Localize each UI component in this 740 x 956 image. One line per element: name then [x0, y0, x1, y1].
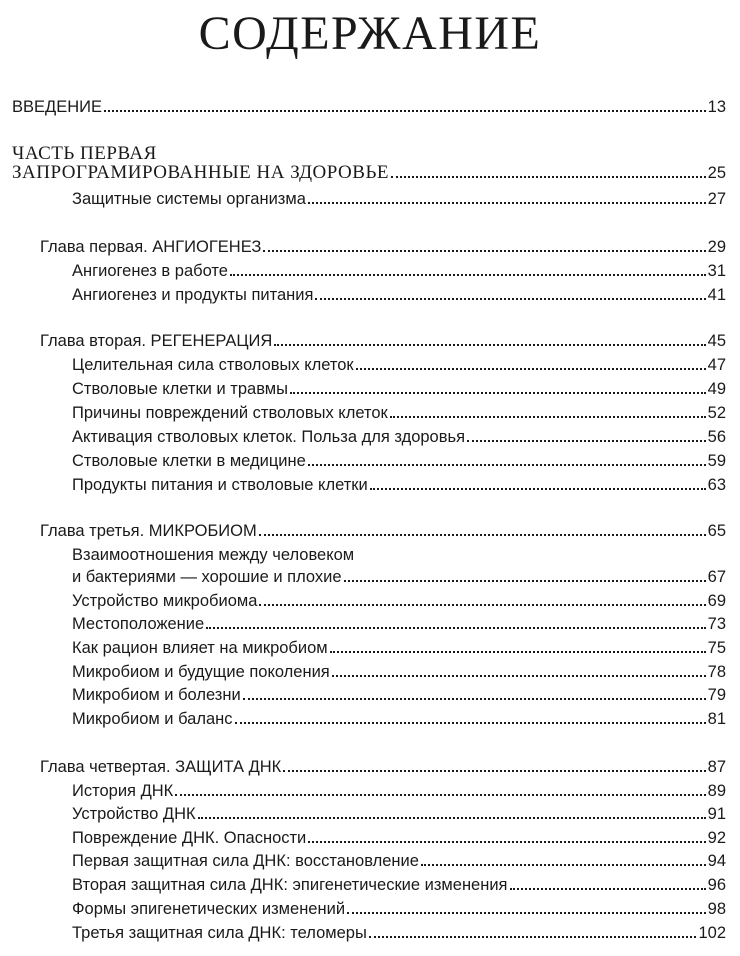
toc-entry-label: История ДНК	[72, 782, 174, 800]
dot-leader	[290, 386, 706, 394]
toc-entry-chapter[interactable]	[40, 756, 726, 778]
toc-page-number: 91	[707, 805, 726, 823]
dot-leader	[263, 244, 705, 252]
toc-entry-label: Устройство ДНК	[72, 805, 196, 823]
toc-entry-sub[interactable]	[72, 474, 726, 496]
toc-entry-sub[interactable]	[72, 566, 726, 588]
toc-page-number: 25	[707, 164, 726, 182]
toc-entry-sub[interactable]	[72, 684, 726, 706]
dot-leader	[344, 574, 706, 582]
dot-leader	[243, 692, 706, 700]
toc-entry-label: ВВЕДЕНИЕ	[12, 98, 102, 116]
toc-entry-label: Микробиом и баланс	[72, 710, 233, 728]
toc-entry-sub[interactable]	[72, 850, 726, 872]
toc-entry-sub[interactable]	[72, 827, 726, 849]
toc-entry-sub[interactable]	[72, 188, 726, 210]
toc-entry-label: Устройство микробиома	[72, 592, 258, 610]
toc-page-number: 29	[707, 238, 726, 256]
toc-entry-label: Глава четвертая. ЗАЩИТА ДНК	[40, 758, 282, 776]
toc-page-number: 47	[707, 356, 726, 374]
toc-page-number: 49	[707, 380, 726, 398]
dot-leader	[175, 788, 705, 796]
dot-leader	[259, 598, 705, 606]
toc-entry-label: Как рацион влияет на микробиом	[72, 639, 328, 657]
toc-page-number: 89	[707, 782, 726, 800]
toc-entry-sub[interactable]	[72, 613, 726, 635]
toc-entry-label: Глава первая. АНГИОГЕНЕЗ	[40, 238, 262, 256]
toc-entry-label: Стволовые клетки и травмы	[72, 380, 288, 398]
dot-leader	[391, 170, 706, 178]
toc-entry-sub[interactable]	[72, 661, 726, 683]
dot-leader	[356, 362, 706, 370]
toc-page-number: 52	[707, 404, 726, 422]
toc-page-number: 87	[707, 758, 726, 776]
toc-entry-sub[interactable]	[72, 708, 726, 730]
toc-entry-label: Глава третья. МИКРОБИОМ	[40, 522, 257, 540]
toc-entry-chapter[interactable]	[40, 520, 726, 542]
dot-leader	[274, 338, 705, 346]
toc-page-number: 94	[707, 852, 726, 870]
dot-leader	[198, 811, 706, 819]
dot-leader	[467, 434, 706, 442]
toc-entry-label: Местоположение	[72, 615, 205, 633]
toc-entry-sub[interactable]	[72, 354, 726, 376]
toc-entry-label: Целительная сила стволовых клеток	[72, 356, 354, 374]
toc-entry-label: Третья защитная сила ДНК: теломеры	[72, 924, 367, 942]
toc-page-number: 79	[707, 686, 726, 704]
dot-leader	[370, 482, 706, 490]
toc-page-number: 73	[707, 615, 726, 633]
toc-page-number: 92	[707, 829, 726, 847]
toc-entry-sub[interactable]	[72, 780, 726, 802]
toc-entry-label: и бактериями — хорошие и плохие	[72, 568, 342, 586]
toc-page-number: 31	[707, 262, 726, 280]
dot-leader	[230, 268, 706, 276]
dot-leader	[308, 458, 706, 466]
toc-page-number: 69	[707, 592, 726, 610]
dot-leader	[347, 906, 706, 914]
toc-entry-label: Микробиом и болезни	[72, 686, 241, 704]
toc-entry-part-one[interactable]	[12, 162, 726, 184]
toc-entry-label: Повреждение ДНК. Опасности	[72, 829, 307, 847]
toc-entry-sub[interactable]	[72, 922, 726, 944]
toc-entry-label: Первая защитная сила ДНК: восстановление	[72, 852, 419, 870]
toc-entry-sub[interactable]	[72, 450, 726, 472]
toc-entry-label: Ангиогенез в работе	[72, 262, 228, 280]
toc-entry-label: Активация стволовых клеток. Польза для здоровья	[72, 428, 466, 446]
toc-page-number: 56	[707, 428, 726, 446]
toc-page-number: 13	[707, 98, 726, 116]
toc-entry-sub[interactable]	[72, 803, 726, 825]
part-title-line1: ЧАСТЬ ПЕРВАЯ	[12, 143, 157, 164]
toc-entry-sub[interactable]	[72, 898, 726, 920]
toc-page-number: 67	[707, 568, 726, 586]
toc-page-number: 75	[707, 639, 726, 657]
toc-entry-sub[interactable]	[72, 874, 726, 896]
dot-leader	[369, 930, 697, 938]
toc-entry-chapter[interactable]	[40, 330, 726, 352]
toc-page-number: 78	[707, 663, 726, 681]
toc-entry-sub[interactable]	[72, 378, 726, 400]
dot-leader	[104, 104, 706, 112]
toc-entry-sub[interactable]	[72, 402, 726, 424]
toc-entry-intro[interactable]	[12, 96, 726, 118]
toc-entry-label: Ангиогенез и продукты питания	[72, 286, 314, 304]
toc-entry-chapter[interactable]	[40, 236, 726, 258]
dot-leader	[390, 410, 706, 418]
toc-page-number: 45	[707, 332, 726, 350]
toc-entry-label: ЗАПРОГРАМИРОВАННЫЕ НА ЗДОРОВЬЕ	[12, 162, 389, 183]
dot-leader	[315, 292, 705, 300]
toc-entry-label: Защитные системы организма	[72, 190, 306, 208]
toc-page-number: 27	[707, 190, 726, 208]
toc-page-number: 41	[707, 286, 726, 304]
toc-page-number: 102	[698, 924, 726, 942]
toc-entry-label: Микробиом и будущие поколения	[72, 663, 330, 681]
dot-leader	[510, 882, 706, 890]
toc-entry-label: Формы эпигенетических изменений	[72, 900, 346, 918]
dot-leader	[259, 528, 706, 536]
toc-entry-label: Причины повреждений стволовых клеток	[72, 404, 388, 422]
toc-entry-label-line1: Взаимоотношения между человеком	[72, 546, 355, 564]
dot-leader	[206, 621, 705, 629]
toc-entry-label: Продукты питания и стволовые клетки	[72, 476, 368, 494]
toc-entry-label: Вторая защитная сила ДНК: эпигенетические изменения	[72, 876, 508, 894]
toc-entry-sub[interactable]	[72, 260, 726, 282]
dot-leader	[235, 716, 706, 724]
toc-page-number: 98	[707, 900, 726, 918]
toc-entry-sub[interactable]	[72, 426, 726, 448]
dot-leader	[330, 645, 706, 653]
dot-leader	[283, 764, 705, 772]
toc-page-number: 65	[707, 522, 726, 540]
toc-page-number: 63	[707, 476, 726, 494]
toc-entry-sub[interactable]	[72, 284, 726, 306]
toc-page-number: 81	[707, 710, 726, 728]
toc-page-number: 59	[707, 452, 726, 470]
page-title: СОДЕРЖАНИЕ	[198, 7, 542, 60]
toc-entry-sub[interactable]	[72, 590, 726, 612]
toc-entry-sub[interactable]	[72, 637, 726, 659]
dot-leader	[421, 858, 706, 866]
toc-page-number: 96	[707, 876, 726, 894]
dot-leader	[308, 835, 705, 843]
dot-leader	[308, 196, 706, 204]
toc-entry-label: Глава вторая. РЕГЕНЕРАЦИЯ	[40, 332, 273, 350]
toc-entry-label: Стволовые клетки в медицине	[72, 452, 306, 470]
dot-leader	[332, 669, 706, 677]
